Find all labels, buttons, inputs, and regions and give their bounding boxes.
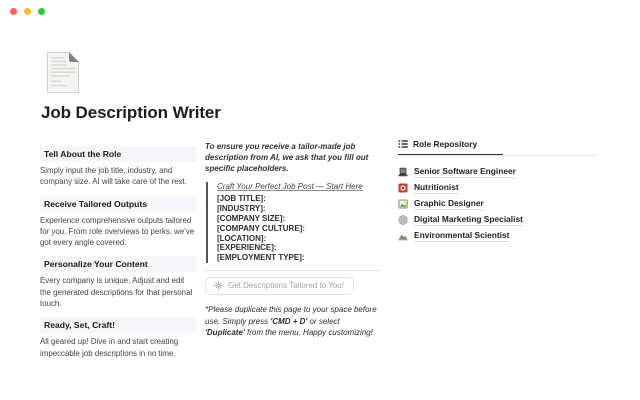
generate-descriptions-button[interactable]	[205, 277, 354, 295]
guide-column	[40, 146, 197, 367]
role-link-senior-software-engineer[interactable]	[398, 164, 598, 180]
section-body: Simply input the job title, industry, and company size. AI will take care of the rest.	[40, 166, 187, 187]
role-link-nutritionist[interactable]	[398, 180, 598, 196]
minimize-window-button[interactable]	[24, 8, 31, 15]
section-heading: Receive Tailored Outputs	[40, 196, 197, 212]
zoom-window-button[interactable]	[38, 8, 45, 15]
tab-label: Role Repository	[413, 139, 478, 149]
sparkle-icon	[214, 281, 223, 290]
repository-tab-row	[398, 136, 598, 156]
role-label: Digital Marketing Specialist	[414, 214, 523, 224]
intro-text: To ensure you receive a tailor-made job description from AI, we ask that you fill out specific placeholders.	[205, 142, 369, 173]
section-heading: Tell About the Role	[40, 146, 197, 162]
apple-icon	[398, 183, 408, 193]
repository-column	[398, 136, 598, 244]
placeholder-line: [JOB TITLE]:	[217, 193, 266, 203]
role-link-graphic-designer[interactable]	[398, 196, 598, 212]
section-body: Experience comprehensive outputs tailored for you. From role overviews to perks, we've got every angle covered.	[40, 215, 195, 248]
framed-picture-icon	[398, 199, 408, 209]
placeholder-line: [EMPLOYMENT TYPE]:	[217, 253, 305, 263]
template-link[interactable]: Craft Your Perfect Job Post — Start Here	[217, 182, 363, 191]
document-icon[interactable]	[46, 51, 80, 94]
placeholder-line: [COMPANY SIZE]:	[217, 213, 286, 223]
duplicate-note: *Please duplicate this page to your space before use. Simply press 'CMD + D' or select 'Duplicate' from the menu. Happy customizing!	[205, 305, 377, 337]
role-label: Environmental Scientist	[414, 230, 510, 240]
window-controls	[10, 8, 45, 15]
role-list	[398, 164, 598, 244]
instructions-column	[205, 141, 382, 338]
divider	[205, 270, 381, 271]
section-body: All geared up! Dive in and start creating impeccable job descriptions in no time.	[40, 337, 179, 358]
section-body: Every company is unique. Adjust and edit the generated descriptions for that personal touch.	[40, 276, 193, 309]
role-link-environmental-scientist[interactable]	[398, 228, 598, 244]
laptop-icon	[398, 167, 408, 177]
role-link-digital-marketing-specialist[interactable]	[398, 212, 598, 228]
globe-icon	[398, 215, 408, 225]
role-label: Graphic Designer	[414, 198, 484, 208]
role-label: Nutritionist	[414, 182, 459, 192]
placeholder-line: [INDUSTRY]:	[217, 203, 266, 213]
page-title: Job Description Writer	[41, 103, 221, 122]
tab-role-repository[interactable]	[398, 139, 503, 155]
placeholder-line: [COMPANY CULTURE]:	[217, 223, 305, 233]
generate-button-label: Get Descriptions Tailored to You!	[228, 281, 344, 291]
bulleted-list-icon	[398, 139, 408, 149]
section-heading: Ready, Set, Craft!	[40, 317, 197, 333]
placeholder-line: [EXPERIENCE]:	[217, 243, 277, 253]
role-label: Senior Software Engineer	[414, 166, 516, 176]
placeholder-block	[206, 182, 382, 263]
mountain-icon	[398, 231, 408, 241]
close-window-button[interactable]	[10, 8, 17, 15]
section-heading: Personalize Your Content	[40, 256, 197, 272]
placeholder-line: [LOCATION]:	[217, 233, 267, 243]
